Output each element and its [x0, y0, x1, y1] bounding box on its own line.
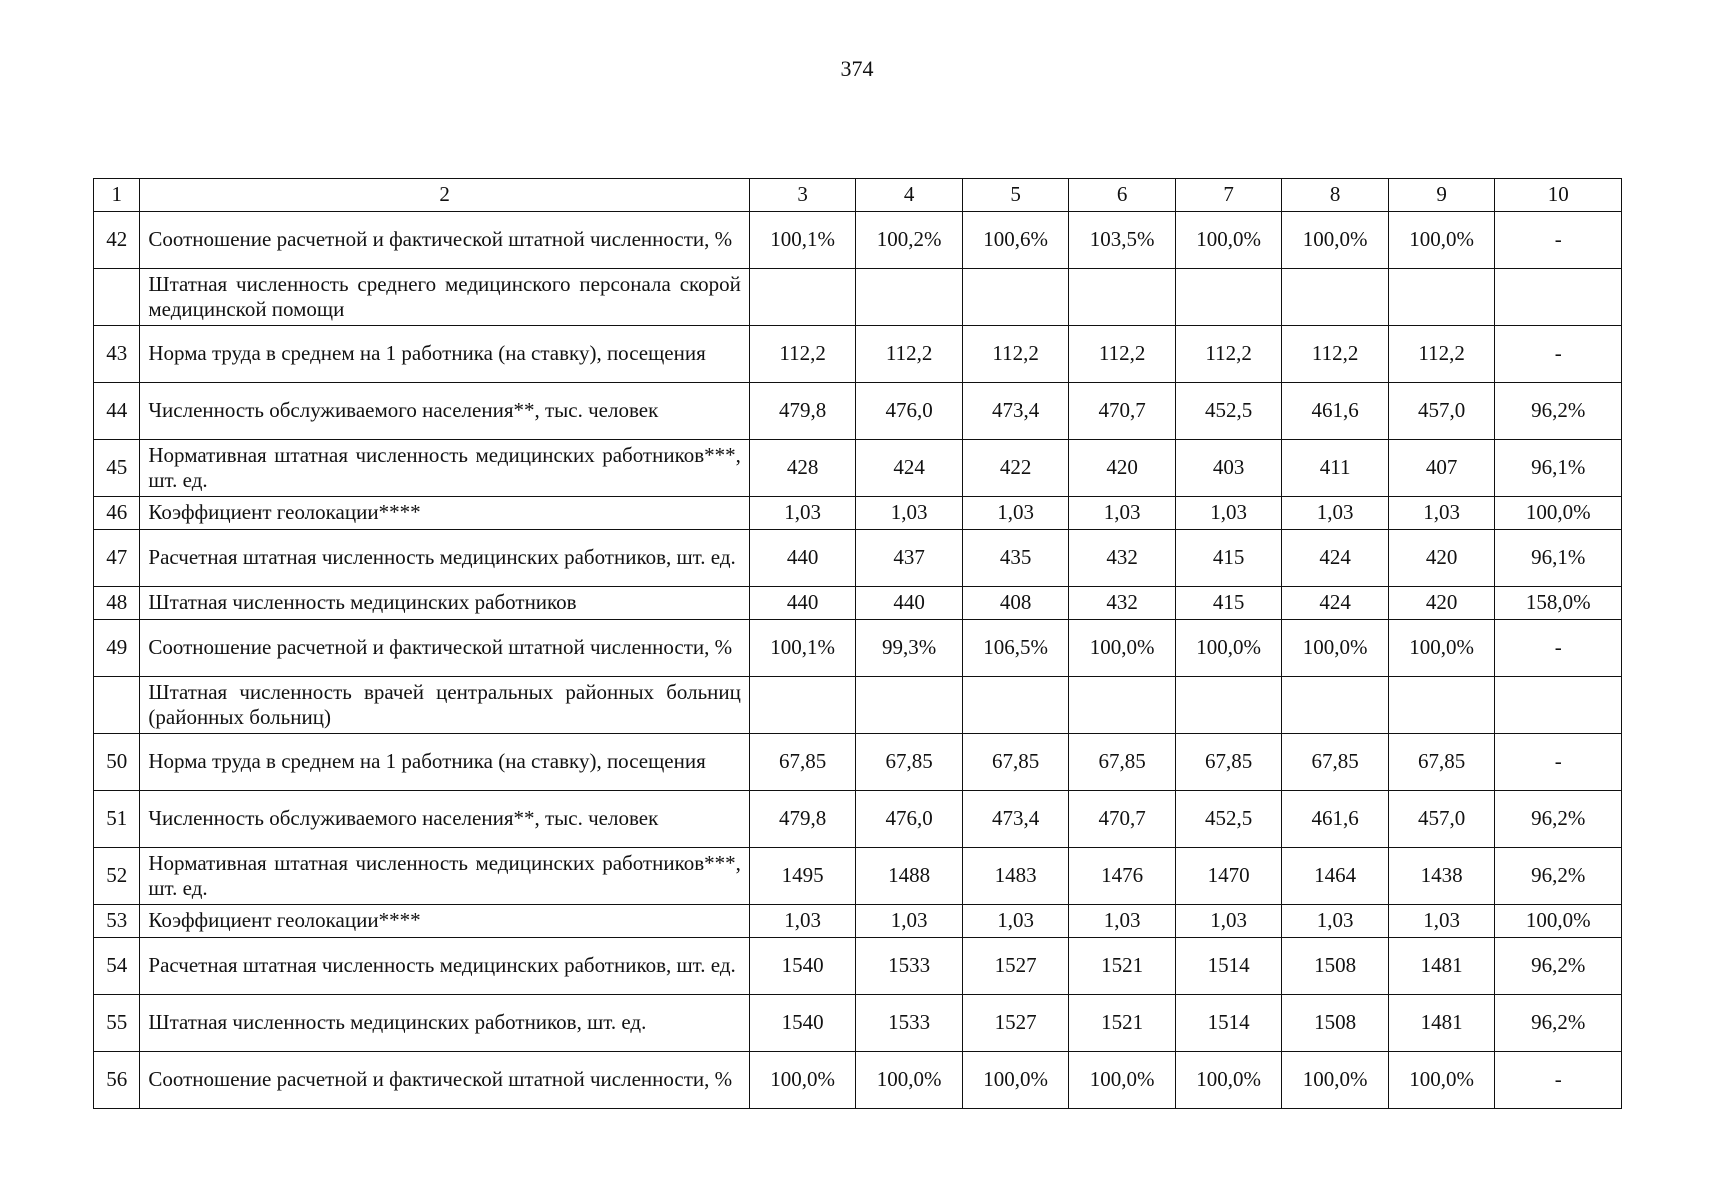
table-row [94, 530, 1622, 587]
value-cell: 1,03 [1175, 497, 1282, 530]
row-description: Норма труда в среднем на 1 работника (на ставку), посещения [140, 326, 750, 383]
value-cell: 158,0% [1495, 587, 1622, 620]
value-cell [1282, 677, 1389, 734]
value-cell: 457,0 [1388, 383, 1495, 440]
value-cell: 1514 [1175, 938, 1282, 995]
row-description: Коэффициент геолокации**** [140, 497, 750, 530]
row-description: Нормативная штатная численность медицинских работников***, шт. ед. [140, 848, 750, 905]
value-cell: - [1495, 1052, 1622, 1109]
value-cell: 103,5% [1069, 212, 1176, 269]
value-cell [856, 269, 963, 326]
value-cell: - [1495, 326, 1622, 383]
row-number: 48 [94, 587, 140, 620]
value-cell: 452,5 [1175, 383, 1282, 440]
row-number: 54 [94, 938, 140, 995]
value-cell: 470,7 [1069, 791, 1176, 848]
value-cell: 96,2% [1495, 791, 1622, 848]
value-cell: 100,0% [1282, 1052, 1389, 1109]
value-cell: 424 [1282, 587, 1389, 620]
value-cell: 403 [1175, 440, 1282, 497]
value-cell: 100,0% [962, 1052, 1069, 1109]
row-description: Штатная численность медицинских работников, шт. ед. [140, 995, 750, 1052]
value-cell: 67,85 [1282, 734, 1389, 791]
table-row [94, 848, 1622, 905]
value-cell: 420 [1388, 530, 1495, 587]
value-cell: 1481 [1388, 995, 1495, 1052]
value-cell: 420 [1388, 587, 1495, 620]
value-cell [1069, 269, 1176, 326]
table-row [94, 383, 1622, 440]
value-cell: 100,0% [1282, 620, 1389, 677]
value-cell: 440 [856, 587, 963, 620]
value-cell: 1508 [1282, 995, 1389, 1052]
row-number: 45 [94, 440, 140, 497]
value-cell: 424 [1282, 530, 1389, 587]
value-cell: 1,03 [856, 497, 963, 530]
table-row [94, 1052, 1622, 1109]
value-cell: 473,4 [962, 383, 1069, 440]
row-number: 44 [94, 383, 140, 440]
value-cell: 1527 [962, 938, 1069, 995]
table-row [94, 734, 1622, 791]
table-row [94, 497, 1622, 530]
row-number: 47 [94, 530, 140, 587]
value-cell: 1,03 [749, 497, 856, 530]
page-number: 374 [840, 56, 874, 81]
value-cell: 476,0 [856, 383, 963, 440]
value-cell: 1540 [749, 938, 856, 995]
header-cell: 4 [856, 179, 963, 212]
value-cell: 1,03 [1282, 905, 1389, 938]
value-cell: - [1495, 212, 1622, 269]
value-cell: 100,0% [749, 1052, 856, 1109]
row-number [94, 269, 140, 326]
value-cell: 1,03 [1175, 905, 1282, 938]
value-cell: 67,85 [749, 734, 856, 791]
row-number: 51 [94, 791, 140, 848]
header-cell: 1 [94, 179, 140, 212]
value-cell: 112,2 [1175, 326, 1282, 383]
value-cell: 1488 [856, 848, 963, 905]
value-cell: 1481 [1388, 938, 1495, 995]
value-cell: 96,2% [1495, 995, 1622, 1052]
value-cell: 112,2 [1282, 326, 1389, 383]
header-cell: 2 [140, 179, 750, 212]
value-cell: 112,2 [856, 326, 963, 383]
value-cell: 100,0% [1495, 905, 1622, 938]
value-cell: 479,8 [749, 383, 856, 440]
value-cell: 1476 [1069, 848, 1176, 905]
row-number: 42 [94, 212, 140, 269]
row-description: Соотношение расчетной и фактической штатной численности, % [140, 212, 750, 269]
value-cell: 96,2% [1495, 848, 1622, 905]
value-cell: 407 [1388, 440, 1495, 497]
header-cell: 6 [1069, 179, 1176, 212]
value-cell: 100,0% [1175, 1052, 1282, 1109]
value-cell: 422 [962, 440, 1069, 497]
value-cell: 435 [962, 530, 1069, 587]
table-row [94, 938, 1622, 995]
row-description: Численность обслуживаемого населения**, тыс. человек [140, 791, 750, 848]
value-cell: 1,03 [962, 905, 1069, 938]
header-row [94, 179, 1622, 212]
value-cell: 437 [856, 530, 963, 587]
header-cell: 3 [749, 179, 856, 212]
value-cell [1388, 677, 1495, 734]
value-cell: 100,2% [856, 212, 963, 269]
value-cell: 67,85 [962, 734, 1069, 791]
row-number: 52 [94, 848, 140, 905]
value-cell: 100,6% [962, 212, 1069, 269]
table-row [94, 905, 1622, 938]
value-cell: 67,85 [1388, 734, 1495, 791]
row-number: 43 [94, 326, 140, 383]
value-cell: 1508 [1282, 938, 1389, 995]
table-row [94, 326, 1622, 383]
table-row [94, 677, 1622, 734]
value-cell: 440 [749, 530, 856, 587]
row-number: 50 [94, 734, 140, 791]
row-number: 46 [94, 497, 140, 530]
value-cell: 100,0% [1175, 212, 1282, 269]
value-cell [1175, 269, 1282, 326]
value-cell: 100,0% [1175, 620, 1282, 677]
value-cell [749, 269, 856, 326]
value-cell: 67,85 [1069, 734, 1176, 791]
value-cell: 1,03 [749, 905, 856, 938]
value-cell: 67,85 [856, 734, 963, 791]
value-cell: 420 [1069, 440, 1176, 497]
value-cell: 96,1% [1495, 530, 1622, 587]
value-cell: 112,2 [962, 326, 1069, 383]
value-cell: 457,0 [1388, 791, 1495, 848]
value-cell: 96,1% [1495, 440, 1622, 497]
value-cell: 96,2% [1495, 383, 1622, 440]
value-cell: 470,7 [1069, 383, 1176, 440]
value-cell: 100,1% [749, 620, 856, 677]
table-row [94, 587, 1622, 620]
value-cell: 428 [749, 440, 856, 497]
value-cell: 100,0% [1069, 1052, 1176, 1109]
value-cell: 411 [1282, 440, 1389, 497]
value-cell: 432 [1069, 587, 1176, 620]
table-row [94, 995, 1622, 1052]
staffing-table [93, 178, 1622, 1109]
value-cell: 100,0% [1388, 620, 1495, 677]
value-cell: 1533 [856, 938, 963, 995]
value-cell: 112,2 [749, 326, 856, 383]
row-number: 55 [94, 995, 140, 1052]
header-cell: 9 [1388, 179, 1495, 212]
value-cell [1495, 269, 1622, 326]
value-cell: 415 [1175, 530, 1282, 587]
value-cell: 1,03 [856, 905, 963, 938]
value-cell [1495, 677, 1622, 734]
value-cell: 1470 [1175, 848, 1282, 905]
table-row [94, 269, 1622, 326]
row-number: 49 [94, 620, 140, 677]
value-cell: 424 [856, 440, 963, 497]
value-cell: - [1495, 734, 1622, 791]
row-description: Нормативная штатная численность медицинских работников***, шт. ед. [140, 440, 750, 497]
value-cell [749, 677, 856, 734]
value-cell: 1495 [749, 848, 856, 905]
value-cell: 415 [1175, 587, 1282, 620]
row-description: Соотношение расчетной и фактической штатной численности, % [140, 620, 750, 677]
value-cell: 100,0% [1282, 212, 1389, 269]
row-number [94, 677, 140, 734]
value-cell: 440 [749, 587, 856, 620]
value-cell: 1,03 [1282, 497, 1389, 530]
value-cell: 1,03 [962, 497, 1069, 530]
value-cell: - [1495, 620, 1622, 677]
row-description: Штатная численность медицинских работников [140, 587, 750, 620]
value-cell: 100,0% [1069, 620, 1176, 677]
value-cell: 1464 [1282, 848, 1389, 905]
value-cell [962, 677, 1069, 734]
value-cell [962, 269, 1069, 326]
value-cell: 408 [962, 587, 1069, 620]
value-cell: 1,03 [1388, 497, 1495, 530]
row-description: Норма труда в среднем на 1 работника (на ставку), посещения [140, 734, 750, 791]
header-cell: 8 [1282, 179, 1389, 212]
value-cell: 452,5 [1175, 791, 1282, 848]
value-cell: 461,6 [1282, 383, 1389, 440]
value-cell [1069, 677, 1176, 734]
row-description: Соотношение расчетной и фактической штатной численности, % [140, 1052, 750, 1109]
value-cell: 432 [1069, 530, 1176, 587]
row-number: 53 [94, 905, 140, 938]
header-cell: 5 [962, 179, 1069, 212]
value-cell: 96,2% [1495, 938, 1622, 995]
value-cell: 1,03 [1069, 497, 1176, 530]
row-description: Численность обслуживаемого населения**, тыс. человек [140, 383, 750, 440]
row-number: 56 [94, 1052, 140, 1109]
value-cell: 473,4 [962, 791, 1069, 848]
value-cell [856, 677, 963, 734]
value-cell: 1,03 [1388, 905, 1495, 938]
row-description: Расчетная штатная численность медицинских работников, шт. ед. [140, 530, 750, 587]
value-cell: 1521 [1069, 995, 1176, 1052]
value-cell: 1438 [1388, 848, 1495, 905]
value-cell: 1540 [749, 995, 856, 1052]
value-cell: 100,1% [749, 212, 856, 269]
row-description: Расчетная штатная численность медицинских работников, шт. ед. [140, 938, 750, 995]
value-cell: 67,85 [1175, 734, 1282, 791]
value-cell: 1483 [962, 848, 1069, 905]
header-cell: 7 [1175, 179, 1282, 212]
row-description: Штатная численность среднего медицинского персонала скорой медицинской помощи [140, 269, 750, 326]
value-cell: 100,0% [1388, 212, 1495, 269]
value-cell: 476,0 [856, 791, 963, 848]
value-cell: 479,8 [749, 791, 856, 848]
value-cell: 100,0% [1495, 497, 1622, 530]
row-description: Коэффициент геолокации**** [140, 905, 750, 938]
value-cell: 106,5% [962, 620, 1069, 677]
value-cell: 1521 [1069, 938, 1176, 995]
table-row [94, 440, 1622, 497]
value-cell: 1527 [962, 995, 1069, 1052]
value-cell [1175, 677, 1282, 734]
value-cell [1388, 269, 1495, 326]
value-cell: 100,0% [1388, 1052, 1495, 1109]
header-cell: 10 [1495, 179, 1622, 212]
value-cell: 1,03 [1069, 905, 1176, 938]
value-cell: 1514 [1175, 995, 1282, 1052]
table-row [94, 791, 1622, 848]
value-cell [1282, 269, 1389, 326]
value-cell: 461,6 [1282, 791, 1389, 848]
table-row [94, 212, 1622, 269]
value-cell: 112,2 [1388, 326, 1495, 383]
value-cell: 99,3% [856, 620, 963, 677]
row-description: Штатная численность врачей центральных районных больниц (районных больниц) [140, 677, 750, 734]
value-cell: 100,0% [856, 1052, 963, 1109]
value-cell: 1533 [856, 995, 963, 1052]
table-row [94, 620, 1622, 677]
value-cell: 112,2 [1069, 326, 1176, 383]
